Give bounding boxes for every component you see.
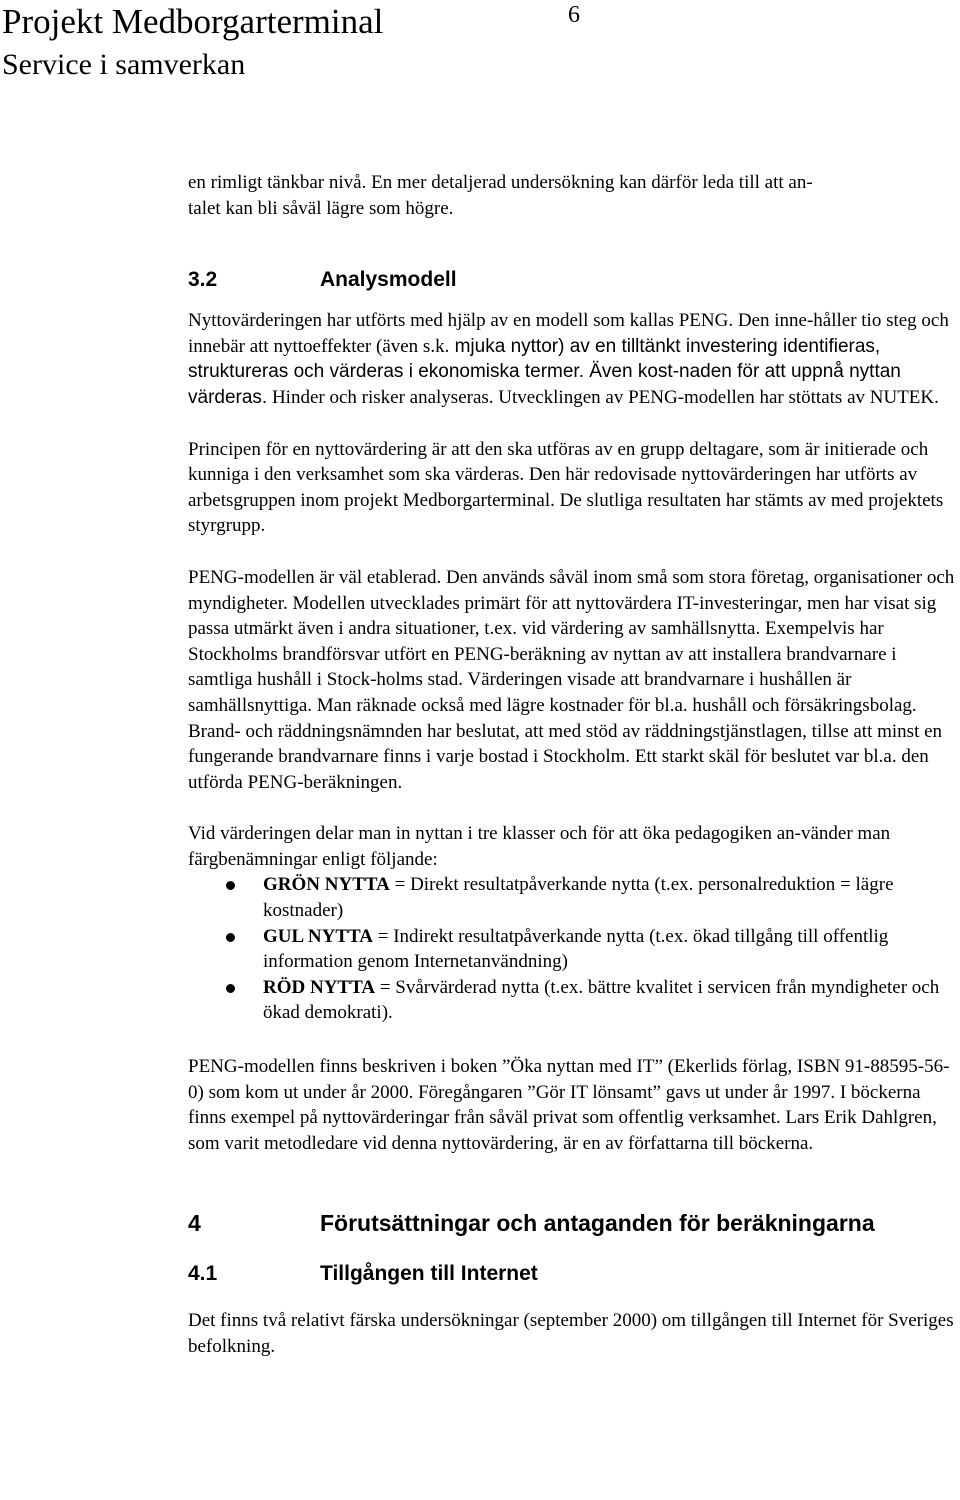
intro-line-1: en rimligt tänkbar nivå. En mer detaljerad undersökning kan därför leda till att an- <box>188 172 813 193</box>
bullet-icon <box>226 984 235 993</box>
list-item <box>188 975 960 1026</box>
page-body <box>188 170 960 1360</box>
section-heading-4 <box>188 1208 960 1238</box>
section-number: 4 <box>188 1210 201 1237</box>
running-header-subtitle: Service i samverkan <box>2 48 246 81</box>
section-title: Analysmodell <box>320 268 457 292</box>
list-term: RÖD NYTTA <box>263 976 376 998</box>
list-item <box>188 924 960 975</box>
section-title: Förutsättningar och antaganden för beräkningarna <box>320 1210 875 1237</box>
bullet-icon <box>226 933 235 942</box>
list-term: GRÖN NYTTA <box>263 874 390 896</box>
section-number: 3.2 <box>188 268 218 292</box>
bullet-icon <box>226 881 235 890</box>
list-term: GUL NYTTA <box>263 925 373 947</box>
list-item <box>188 872 960 923</box>
benefit-class-list <box>188 872 960 1026</box>
paragraph-peng-intro <box>188 308 960 410</box>
page-number: 6 <box>568 2 580 28</box>
paragraph-value-classes: Vid värderingen delar man in nyttan i tre klasser och för att öka pedagogiken an-vänder man färgbenämningar enligt följande: <box>188 823 891 870</box>
paragraph-peng-established: PENG-modellen är väl etablerad. Den används såväl inom små som stora företag, organisationer och myndigheter. Modellen utvecklades primärt för att nyttovärdera IT-investeringar, men har visat sig passa utmärkt även i andra situationer, t.ex. vid värdering av samhällsnytta. Exempelvis har Stockholms brandförsvar utfört en PENG-beräkning av nyttan av att installera brandvarnare i samtliga hushåll i Stock-holms stad. Värderingen visade att brandvarnare i hushållen är samhällsnyttiga. Man räknade också med lägre kostnader för bl.a. hushåll och försäkringsbolag. Brand- och räddningsnämnden har beslutat, att med stöd av räddningstjänstlagen, tillse att minst en fungerande brandvarnare finns i varje bostad i Stockholm. Ett starkt skäl för beslutet var bl.a. den utförda PENG-beräkningen. <box>188 566 955 793</box>
list-text: = Svårvärderad nytta (t.ex. bättre kvalitet i servicen från myndigheter och ökad demokrati). <box>263 976 940 1024</box>
list-text: = Indirekt resultatpåverkande nytta (t.ex. ökad tillgång till offentlig information genom Internetanvändning) <box>263 925 889 973</box>
paragraph-peng-book: PENG-modellen finns beskriven i boken ”Öka nyttan med IT” (Ekerlids förlag, ISBN 91-88595-56-0) som kom ut under år 2000. Föregångaren ”Gör IT lönsamt” gavs ut under år 1997. I böckerna finns exempel på nyttovärderingar från såväl privat som offentlig verksamhet. Lars Erik Dahlgren, som varit metodledare vid denna nyttovärdering, är en av författarna till böckerna. <box>188 1056 950 1154</box>
running-header-title: Projekt Medborgarterminal <box>2 2 384 41</box>
section-heading-3-2 <box>188 266 960 294</box>
paragraph-text-end: Hinder och risker analyseras. Utvecklingen av PENG-modellen har stöttats av NUTEK. <box>267 386 939 408</box>
list-text: = Direkt resultatpåverkande nytta (t.ex. personalreduktion = lägre kostnader) <box>263 874 894 922</box>
paragraph-text: Nyttovärderingen har utförts med hjälp av en modell som kallas PENG. Den inne-håller tio steg och innebär att nyttoeffekter (även s.k. <box>188 310 949 357</box>
intro-line-2: talet kan bli såväl lägre som högre. <box>188 197 454 219</box>
paragraph-text-sans: mjuka nyttor) av en tilltänkt investering identifieras, struktureras och värderas i ekonomiska termer. Även kost-naden för att uppnå nyttan värderas. <box>188 335 901 408</box>
intro-paragraph <box>188 170 960 221</box>
section-number: 4.1 <box>188 1262 218 1286</box>
section-heading-4-1 <box>188 1260 960 1288</box>
paragraph-internet-access: Det finns två relativt färska undersökningar (september 2000) om tillgången till Internet för Sveriges befolkning. <box>188 1310 954 1357</box>
paragraph-principle: Principen för en nyttovärdering är att den ska utföras av en grupp deltagare, som är initierade och kunniga i den verksamhet som ska värderas. Den här redovisade nyttovärderingen har utförts av arbetsgruppen inom projekt Medborgarterminal. De slutliga resultaten har stämts av med projektets styrgrupp. <box>188 438 944 537</box>
section-title: Tillgången till Internet <box>320 1262 538 1286</box>
